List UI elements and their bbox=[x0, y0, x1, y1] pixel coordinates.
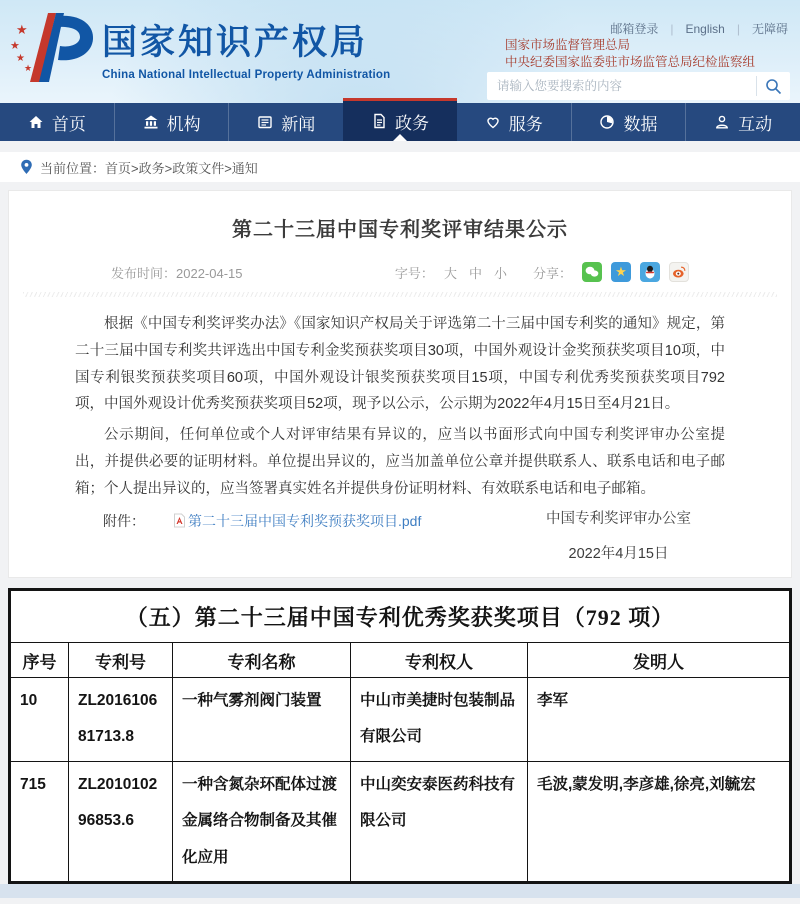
wechat-icon[interactable] bbox=[582, 262, 602, 282]
bottom-strip bbox=[0, 884, 800, 898]
site-title-en: China National Intellectual Property Administration bbox=[102, 69, 391, 81]
nav-label: 政务 bbox=[395, 113, 430, 133]
person-icon bbox=[714, 114, 730, 130]
article-body bbox=[75, 311, 725, 503]
document-icon bbox=[371, 113, 387, 129]
cell-patent-name: 一种含氮杂环配体过渡金属络合物制备及其催化应用 bbox=[173, 761, 351, 881]
fontsize-small[interactable]: 小 bbox=[493, 265, 507, 281]
cell-inventor: 李军 bbox=[528, 678, 790, 762]
location-pin-icon bbox=[20, 159, 33, 175]
nav-item-news[interactable] bbox=[228, 103, 343, 141]
main-nav bbox=[0, 103, 800, 141]
pie-chart-icon bbox=[599, 114, 615, 130]
paragraph: 根据《中国专利奖评奖办法》《国家知识产权局关于评选第二十三届中国专利奖的通知》规定，第二十三届中国专利奖共评选出中国专利金奖预获奖项目30项，中国外观设计金奖预获奖项目10项，中国专利银奖预获奖项目60项，中国外观设计银奖预获奖项目15项，中国专利优秀奖预获奖项目792项，中国外观设计优秀奖预获奖项目52项，现予以公示，公示期为2022年4月15日至4月21日。 bbox=[75, 316, 725, 413]
col-header-inventor: 发明人 bbox=[528, 643, 790, 678]
cell-inventor: 毛波,蒙发明,李彦雄,徐亮,刘毓宏 bbox=[528, 761, 790, 881]
search-button[interactable] bbox=[756, 76, 790, 96]
cnipa-logo bbox=[8, 10, 390, 86]
samr-link[interactable]: 国家市场监督管理总局 bbox=[505, 38, 631, 52]
nav-item-gov-affairs[interactable] bbox=[343, 98, 457, 141]
publish-time bbox=[111, 263, 243, 282]
cell-index: 10 bbox=[11, 678, 69, 762]
cell-patentee: 中山市美捷时包装制品有限公司 bbox=[351, 678, 528, 762]
nav-item-interaction[interactable] bbox=[685, 103, 800, 141]
search-input[interactable] bbox=[487, 72, 756, 100]
discipline-group-link[interactable]: 中央纪委国家监委驻市场监管总局纪检监察组 bbox=[505, 55, 756, 69]
nav-item-org[interactable] bbox=[114, 103, 229, 141]
star-icon: ★ bbox=[16, 23, 28, 38]
breadcrumb bbox=[0, 152, 800, 182]
divider bbox=[23, 292, 777, 297]
cell-patent-name: 一种气雾剂阀门装置 bbox=[173, 678, 351, 762]
table-title: （五）第二十三届中国专利优秀奖获奖项目（792 项） bbox=[11, 591, 790, 643]
cell-patent-no: ZL201010296853.6 bbox=[69, 761, 173, 881]
paragraph: 公示期间，任何单位或个人对评审结果有异议的，应当以书面形式向中国专利奖评审办公室提出，并提供必要的证明材料。单位提出异议的，应当加盖单位公章并提供联系人、联系电话和电子邮箱；个人提出异议的，应当签署真实姓名并提供身份证明材料、有效联系电话和电子邮箱。 bbox=[75, 427, 725, 497]
heart-hand-icon bbox=[485, 114, 501, 130]
breadcrumb-prefix: 当前位置： bbox=[40, 160, 106, 176]
site-header bbox=[0, 0, 800, 103]
brand-text bbox=[102, 15, 390, 81]
star-icon: ★ bbox=[24, 64, 33, 74]
site-search bbox=[487, 72, 790, 100]
news-icon bbox=[257, 114, 273, 130]
top-utility-links bbox=[610, 20, 788, 37]
signature-block bbox=[546, 507, 691, 563]
article-card bbox=[8, 190, 792, 578]
magnifier-icon bbox=[765, 78, 782, 95]
site-title-cn: 国家知识产权局 bbox=[102, 23, 369, 62]
qq-icon[interactable] bbox=[640, 262, 660, 282]
share-icons bbox=[582, 262, 689, 282]
related-org-links bbox=[505, 37, 755, 71]
nav-item-home[interactable] bbox=[0, 103, 114, 141]
publish-date: 2022-04-15 bbox=[176, 265, 243, 281]
nav-label: 机构 bbox=[166, 114, 201, 134]
col-header-patentee: 专利权人 bbox=[351, 643, 528, 678]
fontsize-medium[interactable]: 中 bbox=[468, 265, 482, 281]
article-meta bbox=[111, 262, 689, 282]
nav-label: 服务 bbox=[508, 114, 543, 134]
fontsize-large[interactable]: 大 bbox=[443, 265, 457, 281]
divider: | bbox=[736, 21, 740, 36]
cell-patentee: 中山奕安泰医药科技有限公司 bbox=[351, 761, 528, 881]
cell-patent-no: ZL201610681713.8 bbox=[69, 678, 173, 762]
cnipa-logo-mark bbox=[8, 10, 100, 86]
nav-item-service[interactable] bbox=[457, 103, 571, 141]
attachment-label: 附件： bbox=[103, 512, 145, 529]
col-header-patent-name: 专利名称 bbox=[173, 643, 351, 678]
attachment-link[interactable]: 第二十三届中国专利奖预获奖项目.pdf bbox=[188, 512, 422, 529]
award-table bbox=[10, 590, 790, 882]
meta-right bbox=[395, 262, 689, 282]
share-label: 分享： bbox=[532, 265, 572, 281]
bank-icon bbox=[143, 114, 159, 130]
divider: | bbox=[670, 21, 674, 36]
star-icon: ★ bbox=[16, 53, 25, 64]
publish-label: 发布时间： bbox=[111, 265, 177, 281]
breadcrumb-path[interactable]: 首页>政务>政策文件>通知 bbox=[105, 160, 258, 176]
signature-office: 中国专利奖评审办公室 bbox=[546, 511, 691, 527]
nav-label: 新闻 bbox=[281, 114, 316, 134]
star-icon: ★ bbox=[10, 39, 20, 52]
english-link[interactable]: English bbox=[685, 21, 725, 36]
logo-p-icon bbox=[8, 10, 100, 86]
home-icon bbox=[28, 114, 44, 130]
nav-label: 数据 bbox=[623, 114, 658, 134]
article-title: 第二十三届中国专利奖评审结果公示 bbox=[232, 219, 568, 241]
nav-label: 互动 bbox=[738, 114, 773, 134]
signature-date: 2022年4月15日 bbox=[568, 546, 669, 562]
table-row bbox=[11, 678, 790, 762]
table-header-row bbox=[11, 643, 790, 678]
mail-login-link[interactable]: 邮箱登录 bbox=[610, 22, 659, 36]
fontsize-label: 字号： bbox=[394, 265, 434, 281]
col-header-index: 序号 bbox=[11, 643, 69, 678]
weibo-icon[interactable] bbox=[669, 262, 689, 282]
pdf-icon bbox=[145, 513, 186, 531]
col-header-patent-no: 专利号 bbox=[69, 643, 173, 678]
accessibility-link[interactable]: 无障碍 bbox=[751, 22, 788, 36]
nav-item-data[interactable] bbox=[571, 103, 686, 141]
award-table-wrap bbox=[8, 588, 792, 884]
qzone-icon[interactable]: ★ bbox=[611, 262, 631, 282]
table-row bbox=[11, 761, 790, 881]
nav-label: 首页 bbox=[51, 114, 86, 134]
cell-index: 715 bbox=[11, 761, 69, 881]
